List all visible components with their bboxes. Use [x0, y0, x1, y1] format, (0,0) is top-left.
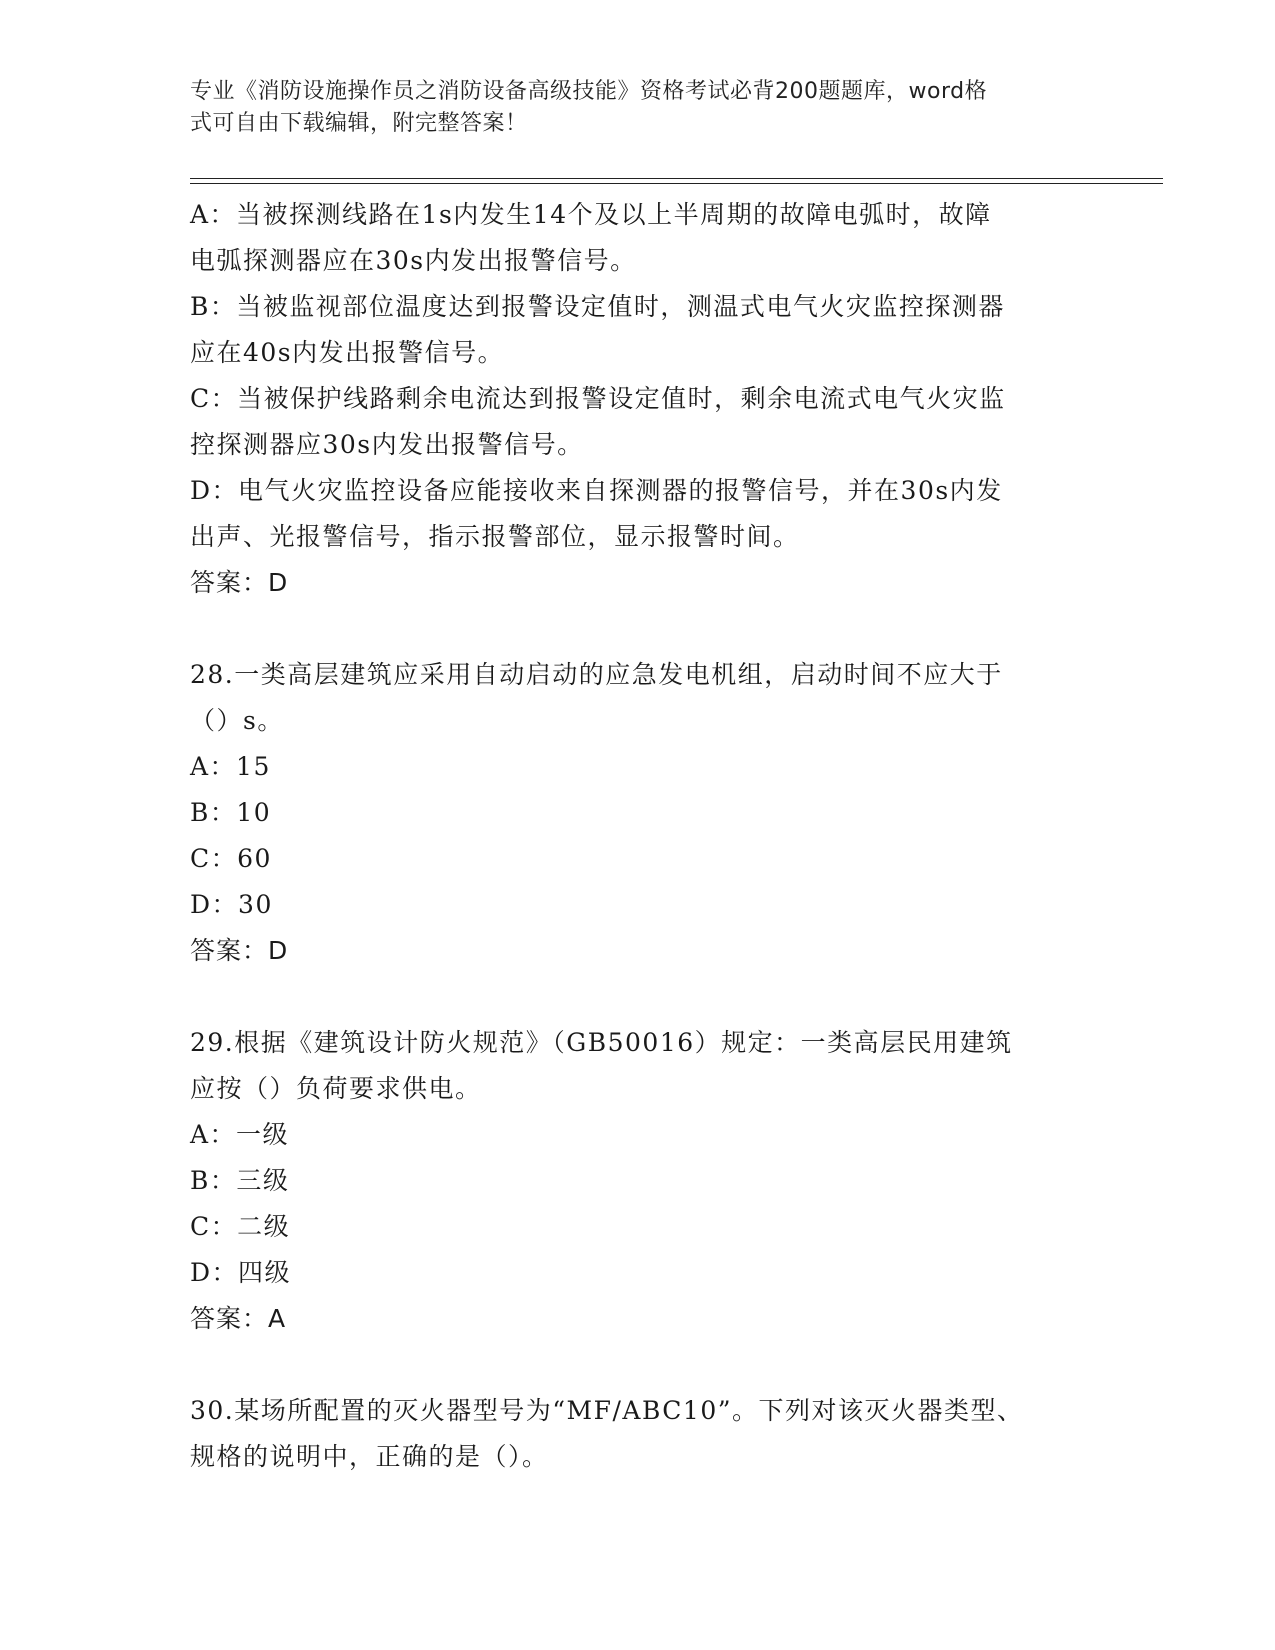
option-b-line-2: 应在40s内发出报警信号。: [190, 338, 505, 367]
question-29-stem-line-1: 29.根据《建筑设计防火规范》（GB50016）规定：一类高层民用建筑: [190, 1028, 1013, 1057]
option-c-line-2: 控探测器应30s内发出报警信号。: [190, 430, 584, 459]
question-28-stem-line-2: （）s。: [190, 706, 284, 735]
option-d-line-1: D：电气火灾监控设备应能接收来自探测器的报警信号，并在30s内发: [190, 476, 1003, 505]
question-28-stem-line-1: 28.一类高层建筑应采用自动启动的应急发电机组，启动时间不应大于: [190, 660, 1003, 689]
option-c: C：二级: [190, 1212, 291, 1241]
header-divider-top: [190, 178, 1163, 179]
header-line-2: 式可自由下载编辑，附完整答案！: [190, 111, 528, 136]
option-a-line-1: A：当被探测线路在1s内发生14个及以上半周期的故障电弧时，故障: [190, 200, 992, 229]
option-c-line-1: C：当被保护线路剩余电流达到报警设定值时，剩余电流式电气火灾监: [190, 384, 1006, 413]
option-a: A：15: [190, 752, 271, 781]
option-a-line-2: 电弧探测器应在30s内发出报警信号。: [190, 246, 637, 275]
spacer: [190, 1342, 1080, 1388]
spacer: [190, 974, 1080, 1020]
header-divider-bottom: [190, 183, 1163, 184]
option-d-line-2: 出声、光报警信号，指示报警部位，显示报警时间。: [190, 522, 800, 551]
question-30-stem-line-2: 规格的说明中，正确的是（）。: [190, 1442, 549, 1471]
question-content: [190, 192, 1080, 1480]
question-30: [190, 1388, 1080, 1480]
question-29: [190, 1020, 1080, 1342]
question-27-options: [190, 192, 1080, 606]
option-b-line-1: B：当被监视部位温度达到报警设定值时，测温式电气火灾监控探测器: [190, 292, 1005, 321]
option-a: A：一级: [190, 1120, 290, 1149]
answer-27: 答案：D: [190, 568, 289, 597]
option-d: D：30: [190, 890, 273, 919]
spacer: [190, 606, 1080, 652]
option-b: B：三级: [190, 1166, 290, 1195]
answer-29: 答案：A: [190, 1304, 287, 1333]
question-28: [190, 652, 1080, 974]
question-29-stem-line-2: 应按（）负荷要求供电。: [190, 1074, 482, 1103]
option-c: C：60: [190, 844, 272, 873]
option-d: D：四级: [190, 1258, 292, 1287]
document-header: [190, 76, 1080, 140]
option-b: B：10: [190, 798, 272, 827]
question-30-stem-line-1: 30.某场所配置的灭火器型号为“MF/ABC10”。下列对该灭火器类型、: [190, 1396, 1024, 1425]
header-line-1: 专业《消防设施操作员之消防设备高级技能》资格考试必背200题题库，word格: [190, 79, 988, 104]
answer-28: 答案：D: [190, 936, 289, 965]
